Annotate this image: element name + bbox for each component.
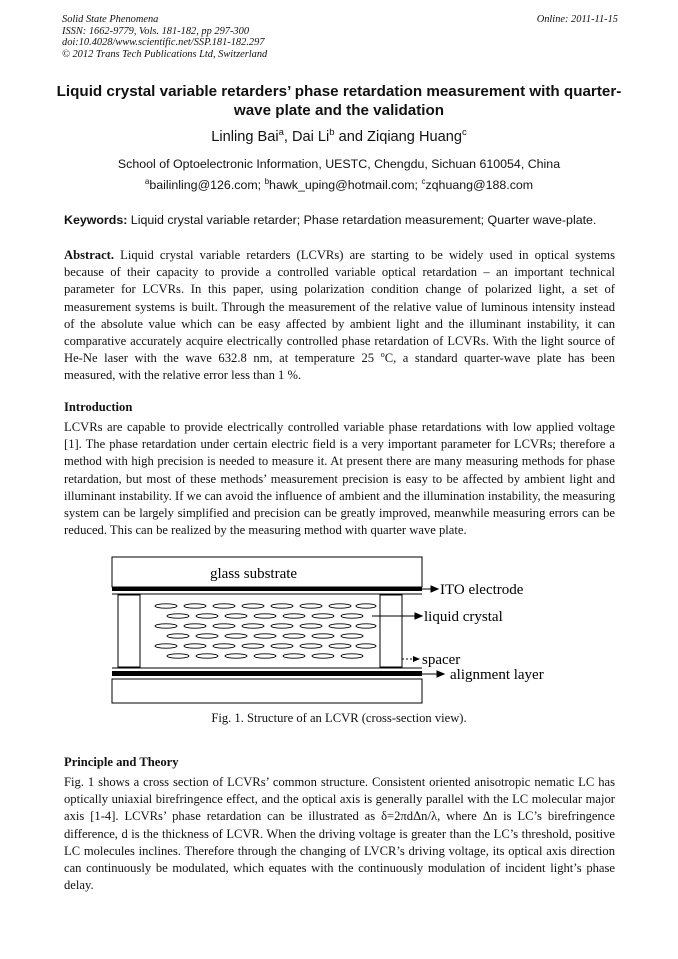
author-sup: a xyxy=(278,127,284,139)
author-name: Linling Bai xyxy=(211,129,279,145)
ito-electrode-label: ITO electrode xyxy=(440,582,524,598)
keywords-text: Liquid crystal variable retarder; Phase retardation measurement; Quarter wave-plate. xyxy=(127,213,597,227)
journal-name: Solid State Phenomena xyxy=(62,14,159,25)
email: bailinling@126.com; xyxy=(149,178,265,192)
author-list xyxy=(0,129,678,145)
email-sup: a xyxy=(144,176,150,186)
abstract-text: Liquid crystal variable retarders (LCVRs) are starting to be widely used in optical systems because of their capacity to provide a controlled variable optical retardation – an important technical parameter for LCVRs. In this paper, using polarization condition change of polarized light, a set of measurement systems is built. Through the measurement of the relative value of luminous intensity instead of the absolute value which can be easy affected by ambient light and the illuminant instability, it can comparative accurately acquire electrically controlled phase retardation of LCVRs. With the light source of He-Ne laser with the wave 632.8 nm, at temperature 25 xyxy=(64,248,615,366)
left-spacer xyxy=(118,595,140,667)
author-sup: c xyxy=(461,127,467,139)
spacer-label: spacer xyxy=(422,652,461,668)
bottom-ito-electrode xyxy=(112,671,422,676)
paper-title: Liquid crystal variable retarders’ phase retardation measurement with quarter-wave plate and the validation xyxy=(56,83,622,119)
email: hawk_uping@hotmail.com; xyxy=(269,178,422,192)
right-spacer xyxy=(380,595,402,667)
bottom-glass-substrate xyxy=(112,679,422,703)
keywords xyxy=(64,213,596,227)
journal-header xyxy=(62,14,618,60)
abstract-text-end: C, a standard quarter-wave plate has been measured, with the relative error less than 1 %. xyxy=(64,351,616,383)
author-name: Ziqiang Huang xyxy=(367,129,462,145)
abstract xyxy=(64,247,615,385)
figure-caption: Fig. 1. Structure of an LCVR (cross-section view). xyxy=(211,711,467,725)
doi: doi:10.4028/www.scientific.net/SSP.181-182.297 xyxy=(62,37,265,49)
author-sup: b xyxy=(329,127,335,139)
liquid-crystal-label: liquid crystal xyxy=(424,609,503,625)
lcvr-structure-figure xyxy=(100,553,580,708)
liquid-crystal-layer xyxy=(155,604,376,658)
email-sup: b xyxy=(264,176,270,186)
glass-substrate-label: glass substrate xyxy=(210,566,298,582)
author-separator: , xyxy=(283,129,292,145)
keywords-label: Keywords: xyxy=(64,213,128,227)
email-sup: c xyxy=(421,176,426,186)
affiliation: School of Optoelectronic Information, UESTC, Chengdu, Sichuan 610054, China xyxy=(117,157,561,171)
email-list xyxy=(0,178,678,192)
introduction-heading: Introduction xyxy=(64,400,133,414)
degree-sup: o xyxy=(380,350,385,360)
author-separator: and xyxy=(334,129,368,145)
introduction-text: LCVRs are capable to provide electrically controlled variable phase retardations with low applied voltage [1]. The phase retardation under certain electric field is a very important parameter for LCVRs; therefore a method with high precision is needed to measure it. At present there are many measuring methods for phase retardation, but most of these methods’ measurement precision is easy to be affected by ambient light and illuminant instability. If we can avoid the influence of ambient and the illumination instability, the measuring system can be largely simplified and precision can be greatly improved, meanwhile measuring errors can be reduced. This can be realized by the measuring method with quarter wave plate. xyxy=(64,420,615,538)
principle-heading: Principle and Theory xyxy=(64,755,179,769)
issn: ISSN: 1662-9779, Vols. 181-182, pp 297-300 xyxy=(62,25,250,37)
email: zqhuang@188.com xyxy=(425,178,534,192)
principle-text: Fig. 1 shows a cross section of LCVRs’ common structure. Consistent oriented anisotropic nematic LC has optically uniaxial birefringence effect, and the optical axis is generally parallel with the LC molecular major axis [1-4]. LCVRs’ phase retardation can be illustrated as δ=2πdΔn/λ, where Δn is LC’s birefringence difference, d is the thickness of LCVR. When the driving voltage is greater than the LC’s threshold, positive LC molecules inclines. Therefore through the changing of LVCR’s driving voltage, its optical axis direction can continuously be modulated, which equates with the continuously modulation of incident light’s phase delay. xyxy=(64,775,615,893)
online-date: Online: 2011-11-15 xyxy=(536,14,618,25)
copyright: © 2012 Trans Tech Publications Ltd, Switzerland xyxy=(62,48,268,60)
ito-arrow xyxy=(422,586,438,592)
alignment-arrow xyxy=(422,671,444,677)
author-name: Dai Li xyxy=(291,129,330,145)
alignment-layer-label: alignment layer xyxy=(450,667,544,683)
abstract-label: Abstract. xyxy=(64,248,115,262)
top-ito-electrode xyxy=(112,587,422,591)
